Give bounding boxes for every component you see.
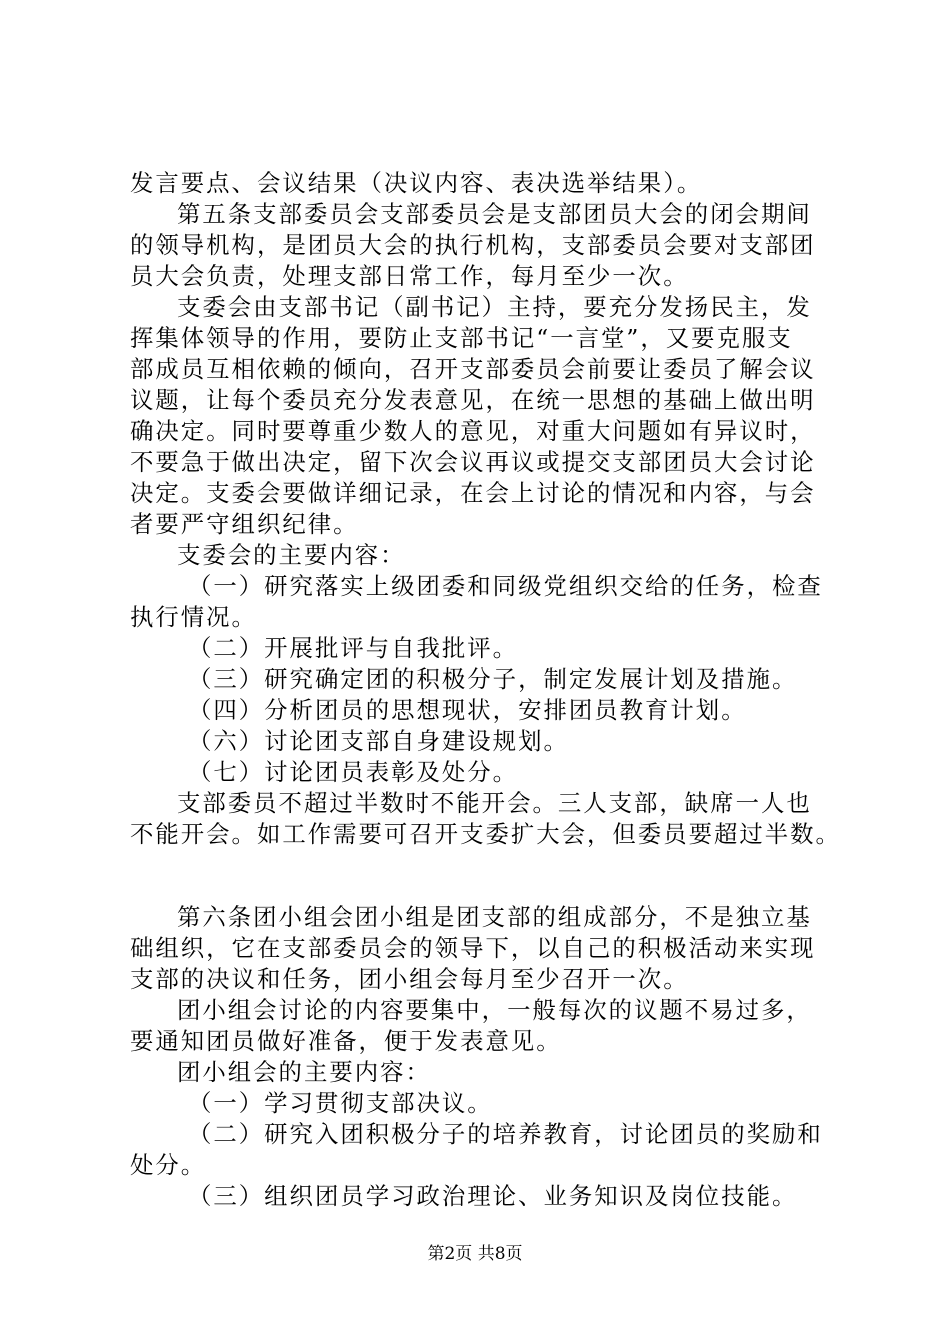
text-line: 支部的决议和任务，团小组会每月至少召开一次。	[130, 965, 689, 993]
text-line: 发言要点、会议结果（决议内容、表决选举结果）。	[130, 169, 703, 197]
text-line: 不要急于做出决定，留下次会议再议或提交支部团员大会讨论	[130, 448, 816, 476]
document-body	[130, 168, 842, 1212]
paragraph-gap	[130, 850, 842, 902]
text-line: 支委会由支部书记（副书记）主持，要充分发扬民主，发	[177, 293, 812, 321]
text-line: 决定。支委会要做详细记录，在会上讨论的情况和内容，与会	[130, 479, 816, 507]
text-line: 确决定。同时要尊重少数人的意见，对重大问题如有异议时，	[130, 417, 816, 445]
text-line: 支部委员不超过半数时不能开会。三人支部，缺席一人也	[177, 789, 812, 817]
text-line: 础组织，它在支部委员会的领导下，以自己的积极活动来实现	[130, 934, 816, 962]
text-line: 团小组会的主要内容：	[177, 1058, 431, 1086]
text-line: （三）研究确定团的积极分子，制定发展计划及措施。	[188, 665, 798, 693]
text-line: 部成员互相依赖的倾向，召开支部委员会前要让委员了解会议	[130, 355, 816, 383]
text-line: （六）讨论团支部自身建设规划。	[188, 727, 569, 755]
text-line: （三）组织团员学习政治理论、业务知识及岗位技能。	[188, 1182, 798, 1210]
text-line: 团小组会讨论的内容要集中，一般每次的议题不易过多，	[177, 996, 812, 1024]
text-line: 处分。	[130, 1151, 207, 1179]
text-line: 不能开会。如工作需要可召开支委扩大会，但委员要超过半数。	[130, 820, 841, 848]
text-line: （四）分析团员的思想现状，安排团员教育计划。	[188, 696, 747, 724]
text-line: 支委会的主要内容：	[177, 541, 406, 569]
text-line: （七）讨论团员表彰及处分。	[188, 758, 519, 786]
text-line: 执行情况。	[130, 603, 257, 631]
text-line: 者要严守组织纪律。	[130, 510, 359, 538]
text-line: 第六条团小组会团小组是团支部的组成部分，不是独立基	[177, 903, 812, 931]
page-number: 第2页 共8页	[427, 1244, 523, 1264]
text-line: 挥集体领导的作用，要防止支部书记“一言堂”，又要克服支	[130, 324, 793, 352]
text-line: （一）研究落实上级团委和同级党组织交给的任务，检查	[188, 572, 823, 600]
text-line: （二）研究入团积极分子的培养教育，讨论团员的奖励和	[188, 1120, 823, 1148]
text-line: 议题，让每个委员充分发表意见，在统一思想的基础上做出明	[130, 386, 816, 414]
text-line: （一）学习贯彻支部决议。	[188, 1089, 493, 1117]
text-line: 员大会负责，处理支部日常工作，每月至少一次。	[130, 262, 689, 290]
text-line: 第五条支部委员会支部委员会是支部团员大会的闭会期间	[177, 200, 812, 228]
text-line: 要通知团员做好准备，便于发表意见。	[130, 1027, 562, 1055]
text-line: （二）开展批评与自我批评。	[188, 634, 519, 662]
text-line: 的领导机构，是团员大会的执行机构，支部委员会要对支部团	[130, 231, 816, 259]
